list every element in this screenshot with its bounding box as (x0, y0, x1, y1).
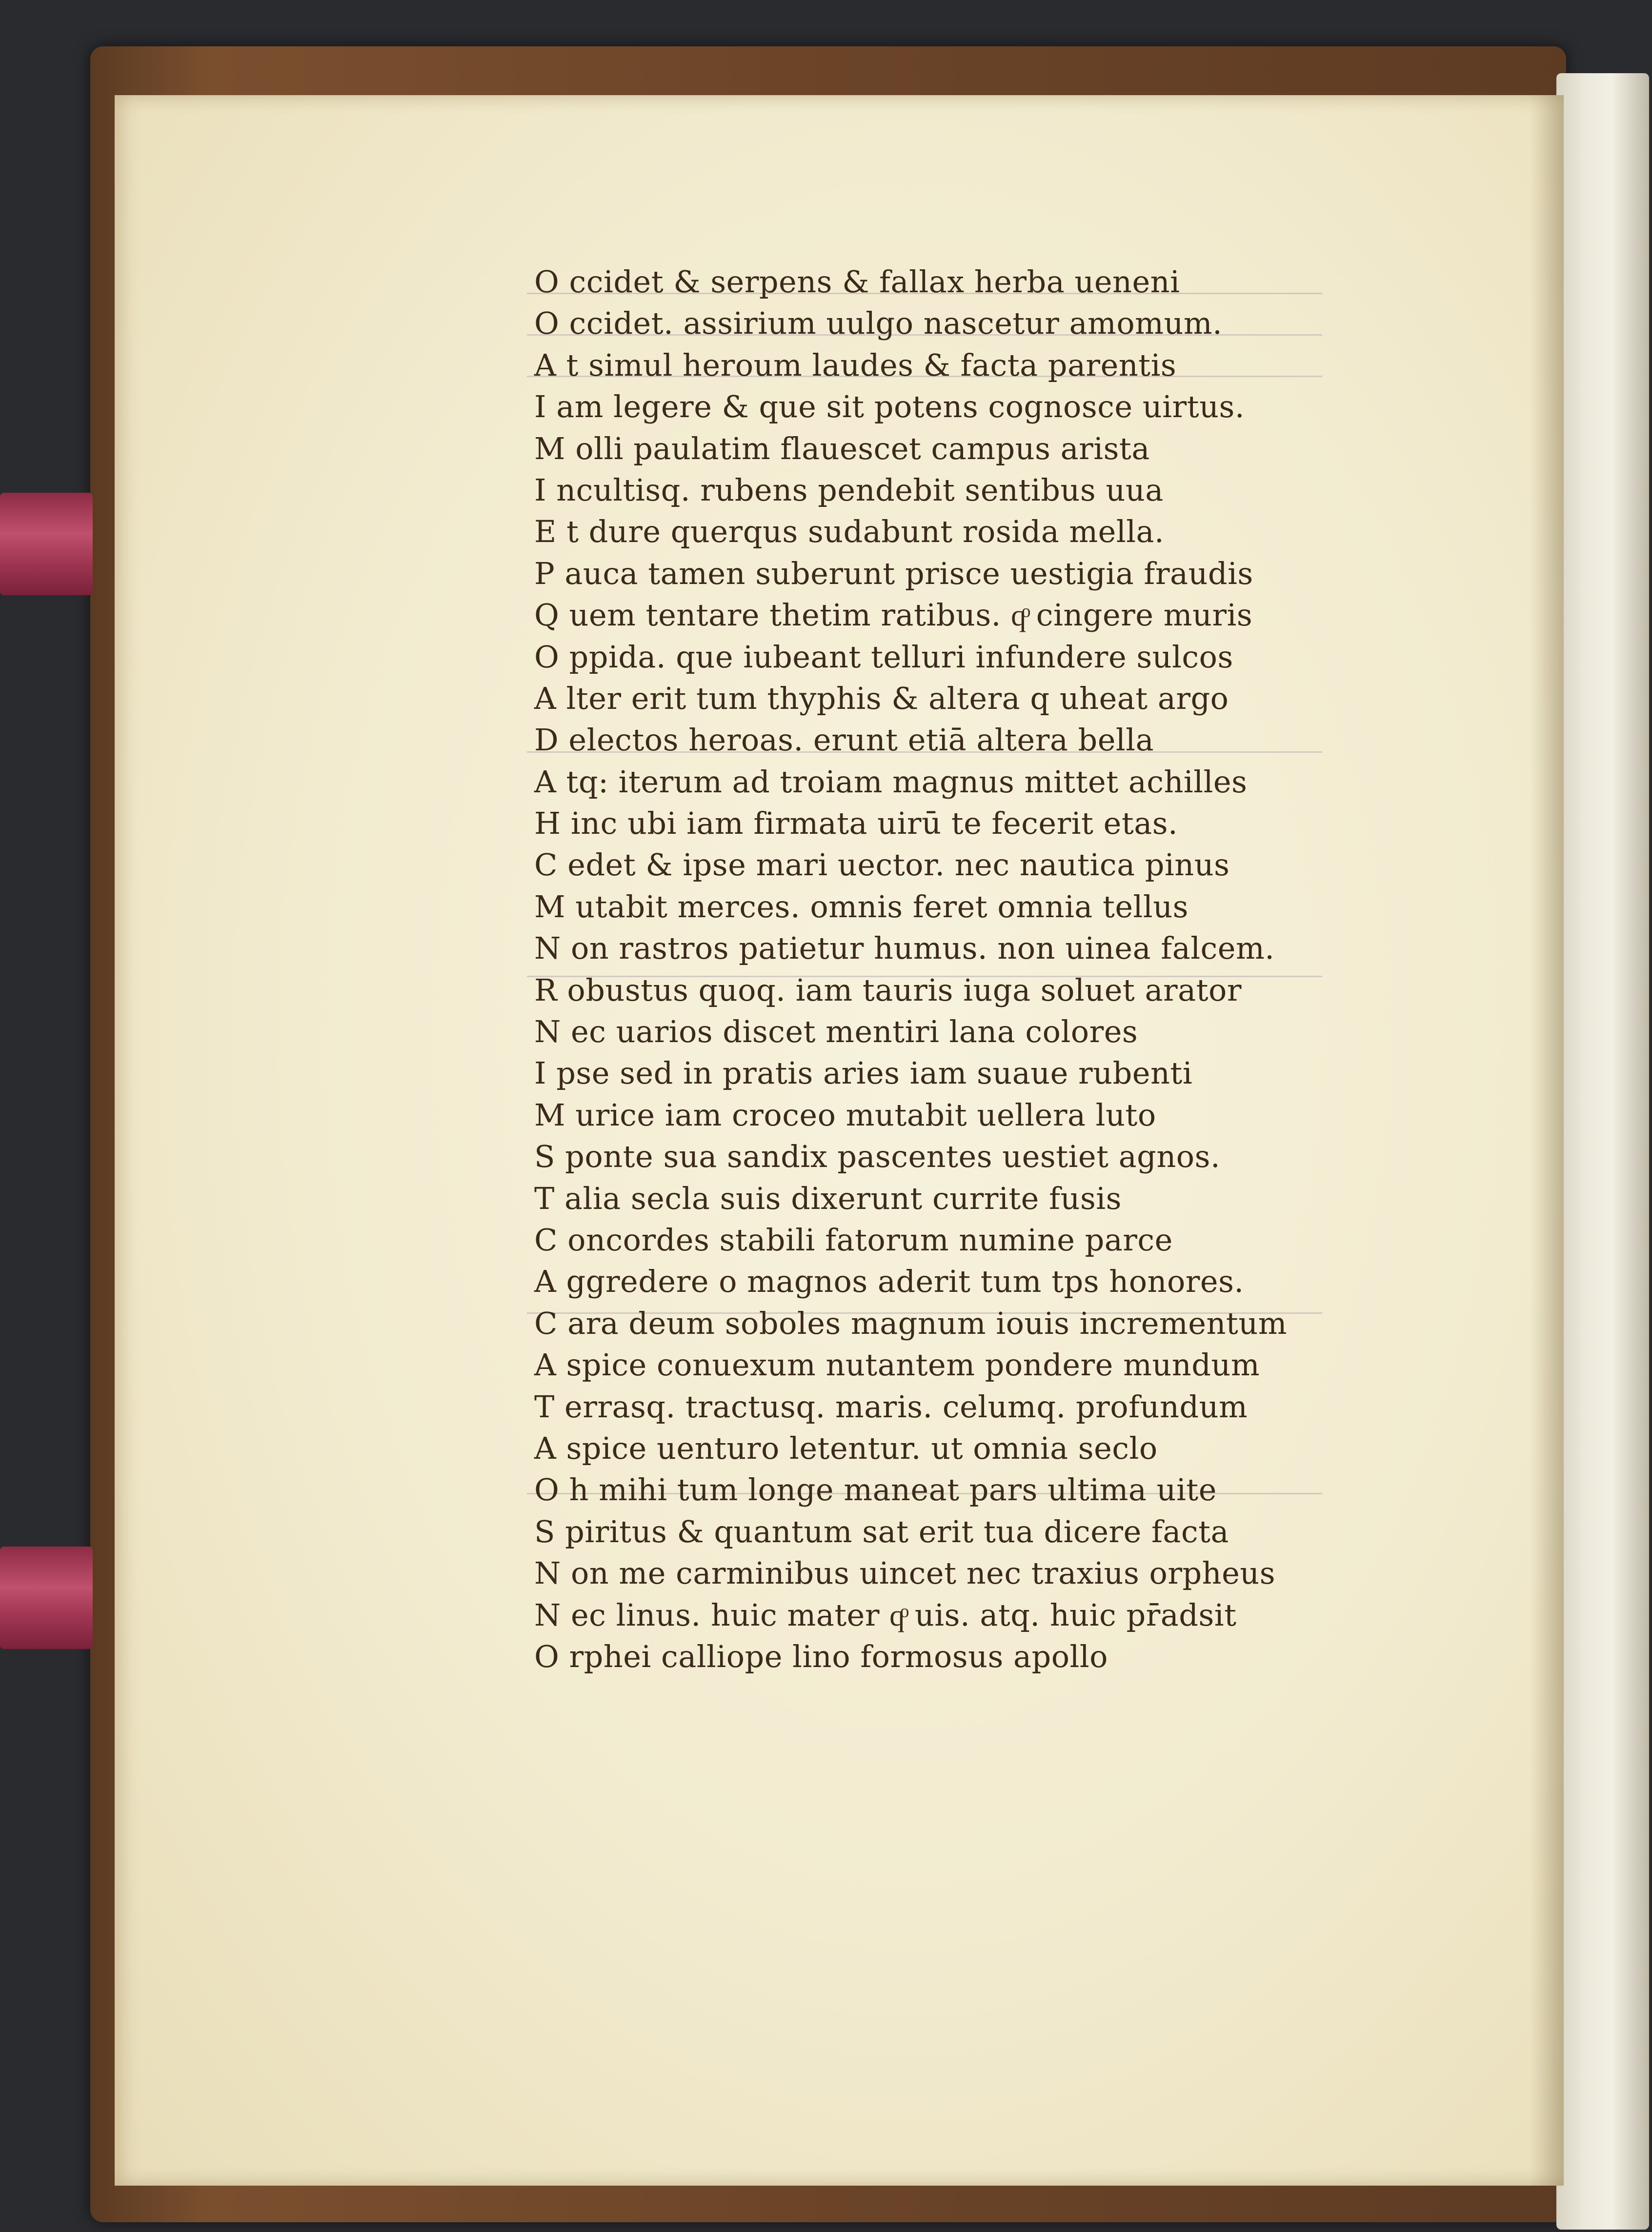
verse-line: S piritus & quantum sat erit tua dicere facta (534, 1513, 1229, 1549)
verse-line: O h mihi tum longe maneat pars ultima uite (534, 1472, 1217, 1508)
verse-line: N on rastros patietur humus. non uinea falcem. (534, 930, 1275, 966)
verse-line: T alia secla suis dixerunt currite fusis (534, 1180, 1122, 1216)
verse-line: I pse sed in pratis aries iam suaue rubenti (534, 1055, 1193, 1091)
verse-line: N ec linus. huic mater qͦ uis. atq. huic pr̄adsit (534, 1597, 1237, 1633)
verse-line: I am legere & que sit potens cognosce uirtus. (534, 389, 1245, 425)
verse-line: A tq: iterum ad troiam magnus mittet achilles (534, 764, 1248, 800)
page-gutter-shadow (1530, 95, 1564, 2186)
verse-line: S ponte sua sandix pascentes uestiet agnos. (534, 1139, 1221, 1175)
verse-line: A spice conuexum nutantem pondere mundum (534, 1347, 1260, 1383)
verse-line: O ccidet & serpens & fallax herba ueneni (534, 264, 1180, 300)
verse-line: A lter erit tum thyphis & altera q uheat argo (534, 680, 1229, 716)
binding-tie-lower (0, 1547, 93, 1649)
verse-line: C edet & ipse mari uector. nec nautica pinus (534, 847, 1230, 883)
verse-line: H inc ubi iam firmata uirū te fecerit etas. (534, 805, 1178, 842)
verse-line: O ccidet. assirium uulgo nascetur amomum. (534, 305, 1223, 342)
verse-line: A spice uenturo letentur. ut omnia seclo (534, 1430, 1158, 1466)
binding-tie-upper (0, 493, 93, 595)
verse-line: A t simul heroum laudes & facta parentis (534, 347, 1177, 383)
verse-line: M utabit merces. omnis feret omnia tellus (534, 888, 1189, 925)
verse-line: N on me carminibus uincet nec traxius orpheus (534, 1555, 1276, 1591)
verse-line: E t dure querqus sudabunt rosida mella. (534, 514, 1165, 550)
verse-list (534, 261, 1364, 1677)
verse-line: P auca tamen suberunt prisce uestigia fraudis (534, 555, 1253, 591)
verse-line: M olli paulatim flauescet campus arista (534, 430, 1150, 466)
verse-line: M urice iam croceo mutabit uellera luto (534, 1097, 1156, 1133)
verse-line: D electos heroas. erunt etiā altera bella (534, 722, 1154, 758)
verse-line: N ec uarios discet mentiri lana colores (534, 1014, 1138, 1050)
verse-line: A ggredere o magnos aderit tum tps honores. (534, 1264, 1244, 1300)
verse-line: T errasq. tractusq. maris. celumq. profundum (534, 1388, 1248, 1425)
verse-line: O rphei calliope lino formosus apollo (534, 1638, 1108, 1674)
verse-line: Q uem tentare thetim ratibus. qͦ cingere muris (534, 597, 1253, 633)
verse-line: C ara deum soboles magnum iouis incrementum (534, 1305, 1288, 1341)
verse-line: C oncordes stabili fatorum numine parce (534, 1222, 1173, 1258)
facing-page-edge (1556, 73, 1649, 2230)
verse-line: I ncultisq. rubens pendebit sentibus uua (534, 472, 1164, 508)
verse-line: O ppida. que iubeant telluri infundere sulcos (534, 639, 1233, 675)
verse-line: R obustus quoq. iam tauris iuga soluet arator (534, 972, 1242, 1008)
